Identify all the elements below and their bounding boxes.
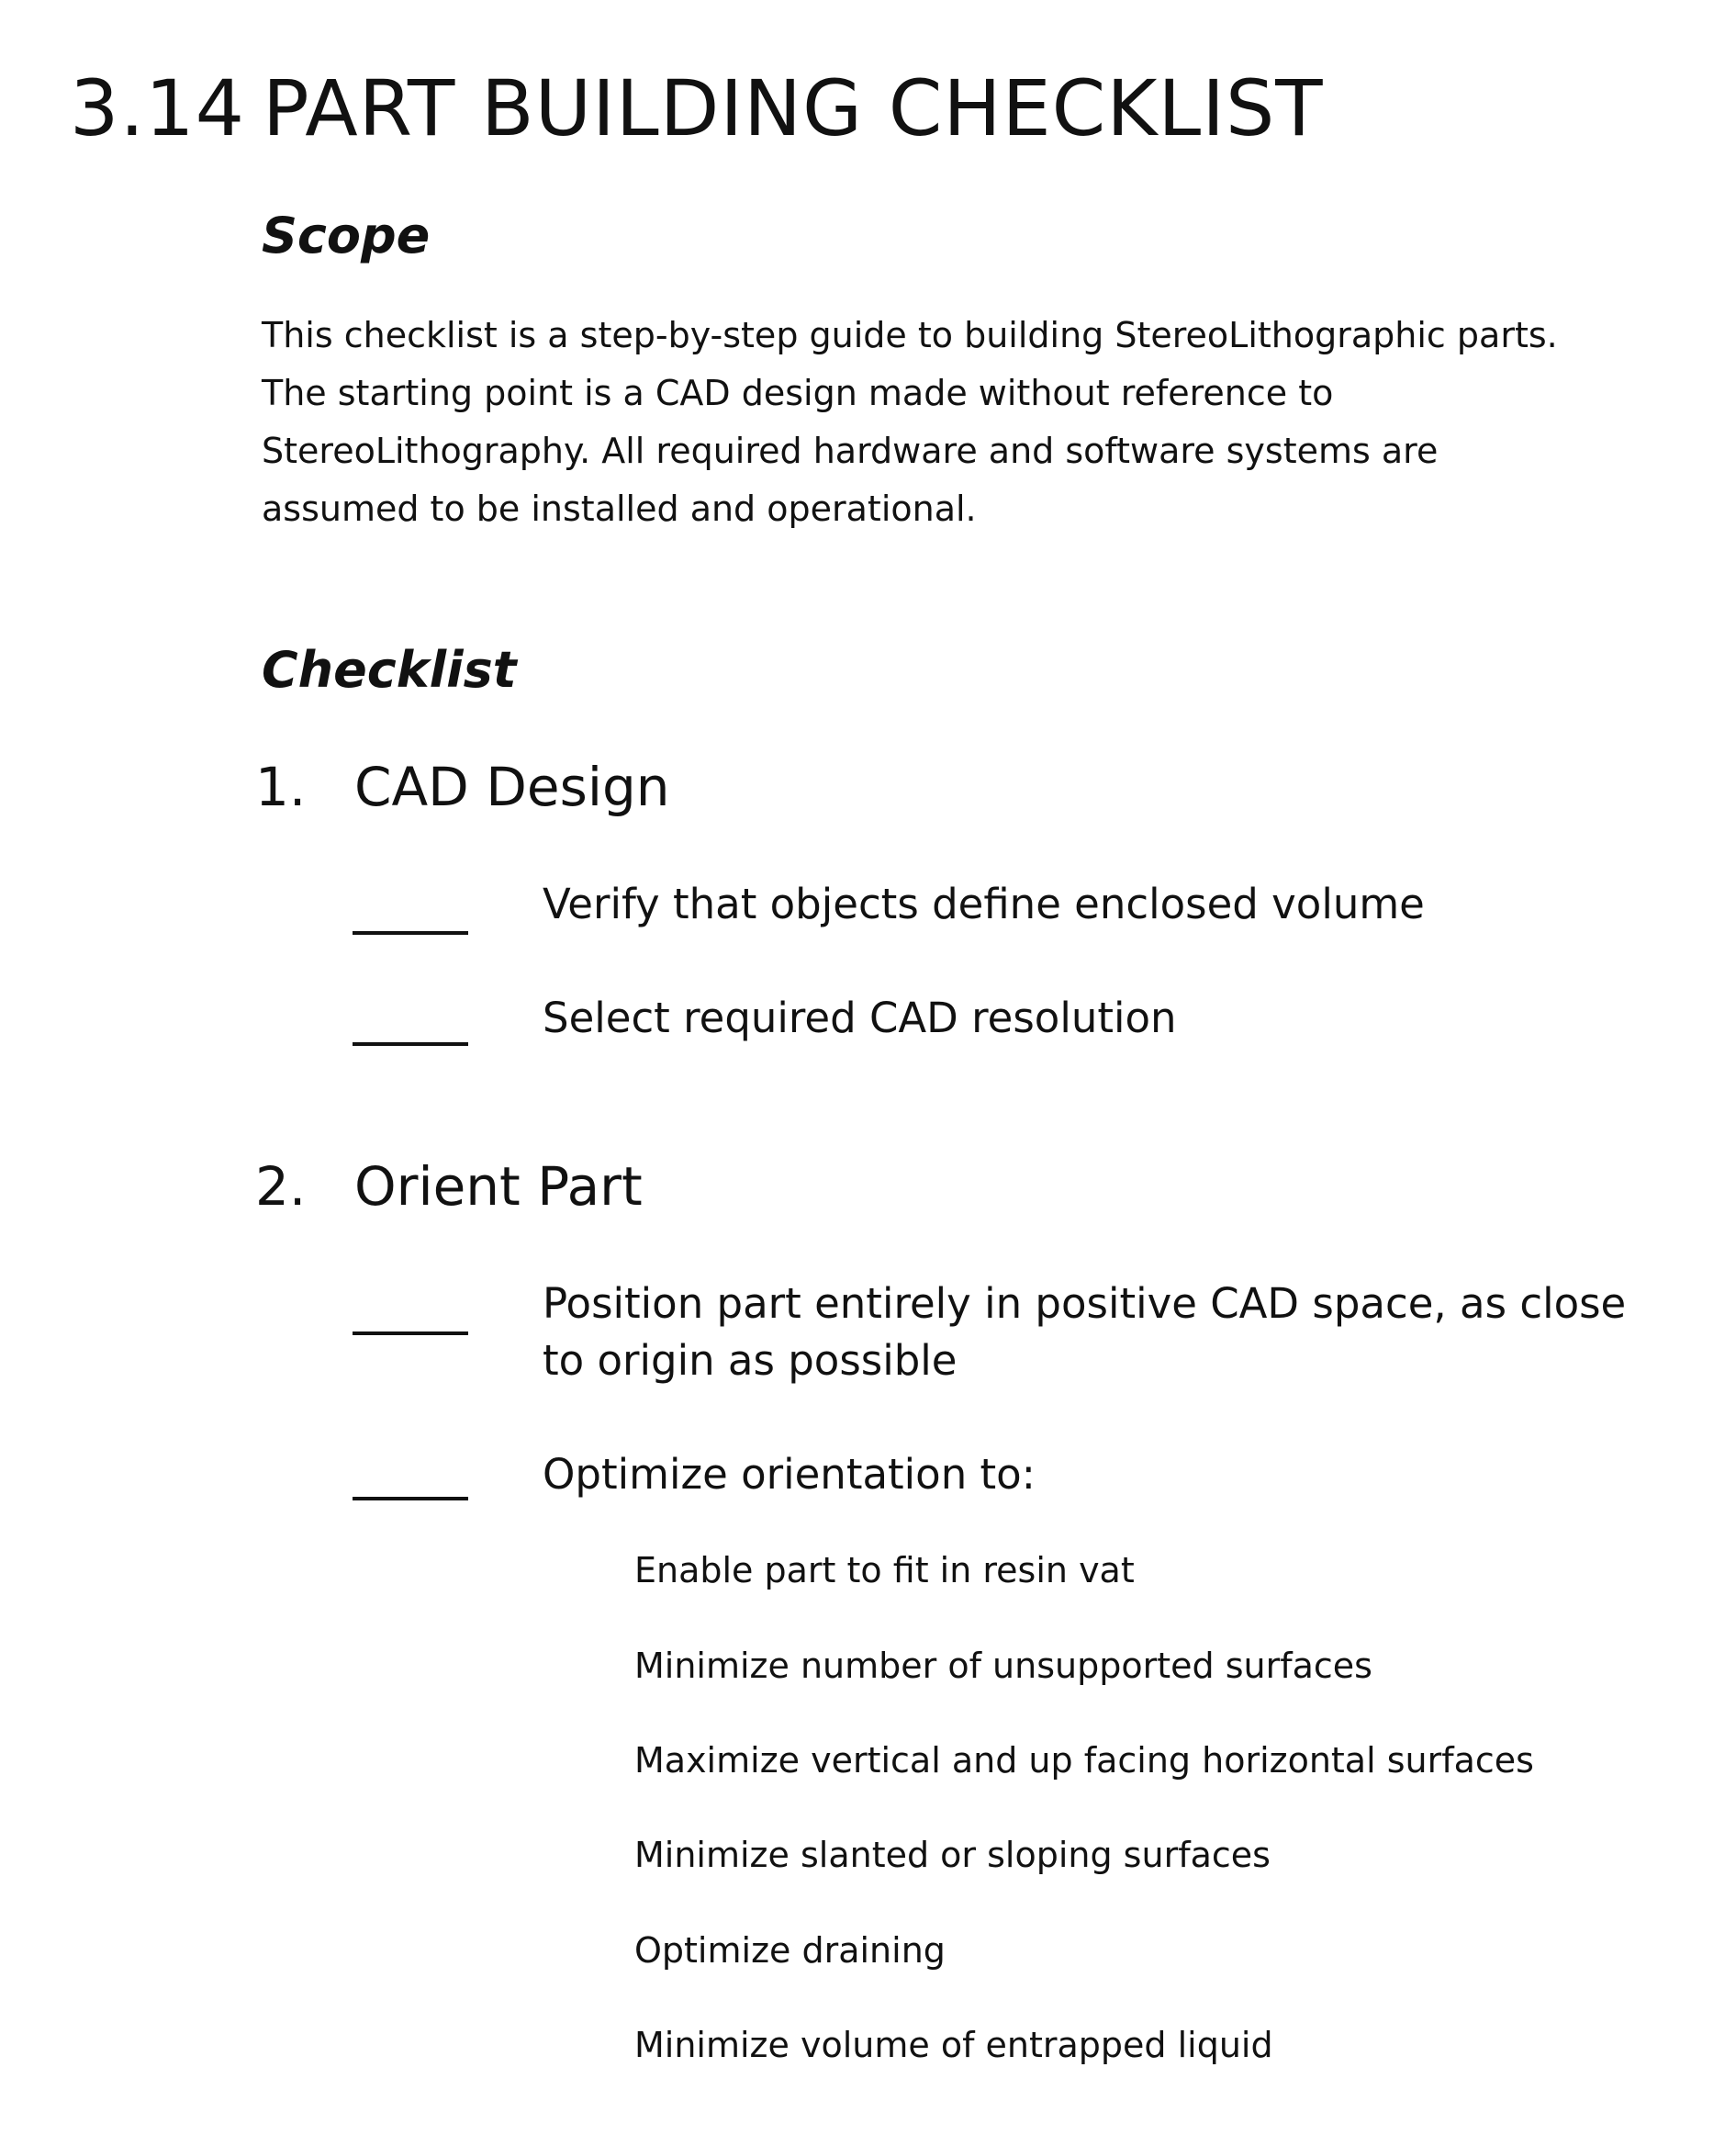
section-1-number: 1. bbox=[255, 760, 306, 814]
sub-item: Minimize slanted or sloping surfaces bbox=[634, 1837, 1271, 1872]
scope-line: This checklist is a step-by-step guide to building StereoLithographic parts. bbox=[262, 318, 1558, 353]
scope-line: StereoLithography. All required hardware and software systems are bbox=[262, 433, 1438, 468]
sub-item: Minimize number of unsupported surfaces bbox=[634, 1648, 1372, 1683]
section-title: PART BUILDING CHECKLIST bbox=[263, 63, 1324, 153]
checkbox-blank[interactable] bbox=[353, 1042, 468, 1046]
checklist-heading: Checklist bbox=[262, 646, 517, 695]
checkbox-blank[interactable] bbox=[353, 931, 468, 935]
checklist-item: Verify that objects define enclosed volume bbox=[543, 883, 1425, 925]
sub-item: Enable part to fit in resin vat bbox=[634, 1553, 1135, 1588]
page-title bbox=[70, 70, 1324, 147]
sub-item: Minimize volume of entrapped liquid bbox=[634, 2028, 1273, 2062]
scope-line: assumed to be installed and operational. bbox=[262, 491, 977, 526]
checkbox-blank[interactable] bbox=[353, 1497, 468, 1500]
sub-item: Maximize vertical and up facing horizontal surfaces bbox=[634, 1743, 1534, 1778]
checklist-item-continued: to origin as possible bbox=[543, 1340, 957, 1381]
section-number: 3.14 bbox=[70, 70, 263, 147]
scope-heading: Scope bbox=[262, 211, 430, 261]
checkbox-blank[interactable] bbox=[353, 1331, 468, 1335]
scope-line: The starting point is a CAD design made without reference to bbox=[262, 376, 1333, 410]
section-1-label: CAD Design bbox=[354, 760, 670, 814]
sub-item: Optimize draining bbox=[634, 1933, 946, 1968]
section-2-label: Orient Part bbox=[354, 1160, 643, 1213]
checklist-item: Select required CAD resolution bbox=[543, 997, 1177, 1039]
checklist-item: Position part entirely in positive CAD space, as close bbox=[543, 1283, 1626, 1324]
section-2-number: 2. bbox=[255, 1160, 306, 1213]
checklist-item: Optimize orientation to: bbox=[543, 1454, 1036, 1495]
